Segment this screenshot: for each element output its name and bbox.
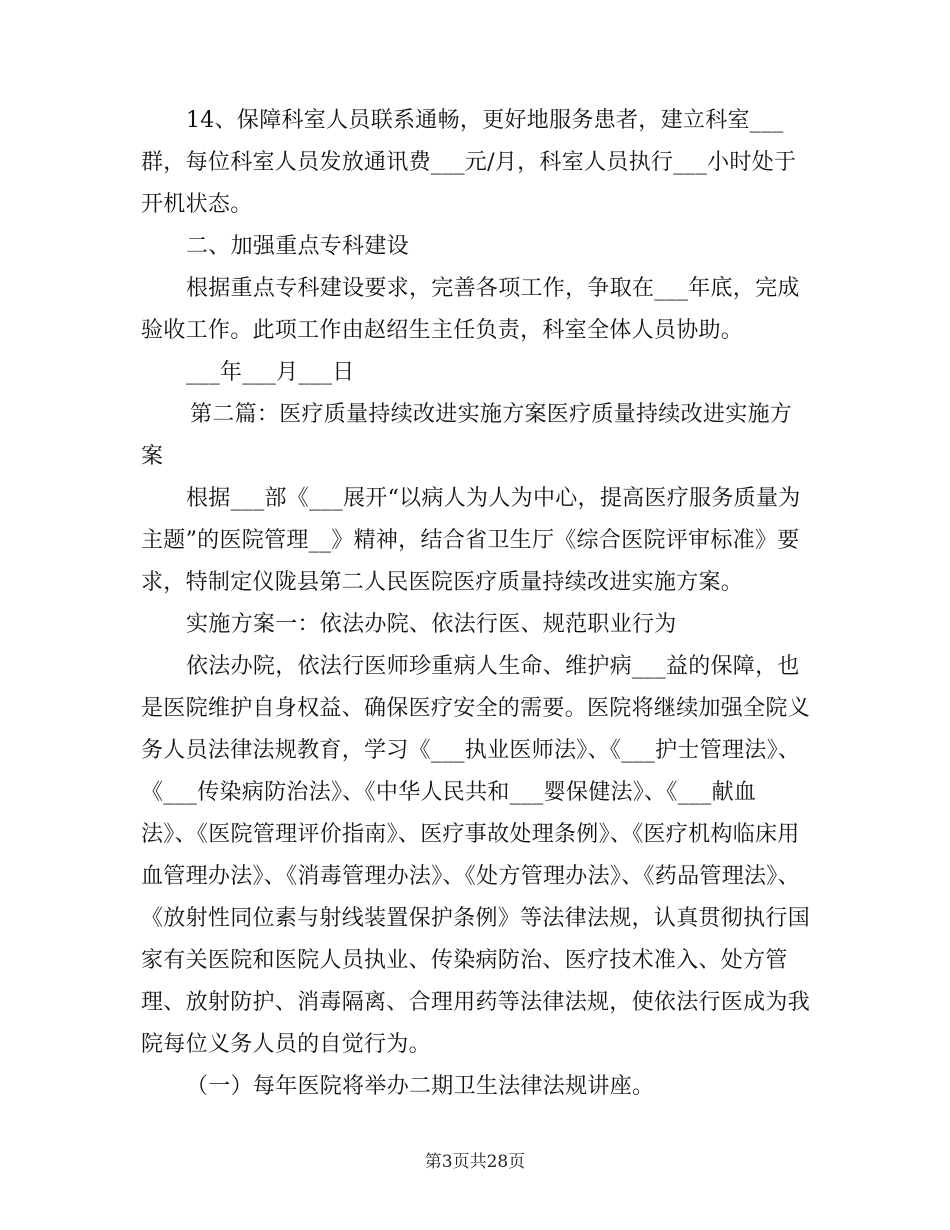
paragraph-law-based-practice: 依法办院，依法行医师珍重病人生命、维护病___益的保障，也是医院维护自身权益、确保医疗安全的需要。医院将继续加强全院义务人员法律法规教育，学习《___执业医师法》、《___护士管理法》、《___传染病防治法》、《中华人民共和___婴保健法》、《___献血法》、《医院管理评价指南》、医疗事故处理条例》、《医疗机构临床用血管理办法》、《消毒管理办法》、《处方管理办法》、《药品管理法》、《放射性同位素与射线装置保护条例》等法律法规，认真贯彻执行国家有关医院和医院人员执业、传染病防治、医疗技术准入、处方管理、放射防护、消毒隔离、合理用药等法律法规，使依法行医成为我院每位义务人员的自觉行为。 <box>141 654 811 1057</box>
paragraph-item-14: 14、保障科室人员联系通畅，更好地服务患者，建立科室___群，每位科室人员发放通讯费___元/月，科室人员执行___小时处于开机状态。 <box>141 108 797 217</box>
paragraph-specialty-construction: 根据重点专科建设要求，完善各项工作，争取在___年底，完成验收工作。此项工作由赵绍生主任负责，科室全体人员协助。 <box>141 276 800 343</box>
paragraph-intro: 根据___部《___展开“以病人为人为中心，提高医疗服务质量为主题”的医院管理__》精神，结合省卫生厅《综合医院评审标准》要求，特制定仪陇县第二人民医院医疗质量持续改进实施方案。 <box>141 486 801 595</box>
document-body <box>141 100 811 1108</box>
date-line: ___年___月___日 <box>186 360 355 385</box>
page-number-footer: 第3页共28页 <box>424 1152 526 1172</box>
plan-heading-1: 实施方案一：依法办院、依法行医、规范职业行为 <box>186 612 677 637</box>
chapter-title: 第二篇：医疗质量持续改进实施方案医疗质量持续改进实施方案 <box>141 402 793 469</box>
section-heading: 二、加强重点专科建设 <box>186 234 410 259</box>
paragraph-subitem-1: （一）每年医院将举办二期卫生法律法规讲座。 <box>186 1074 655 1099</box>
